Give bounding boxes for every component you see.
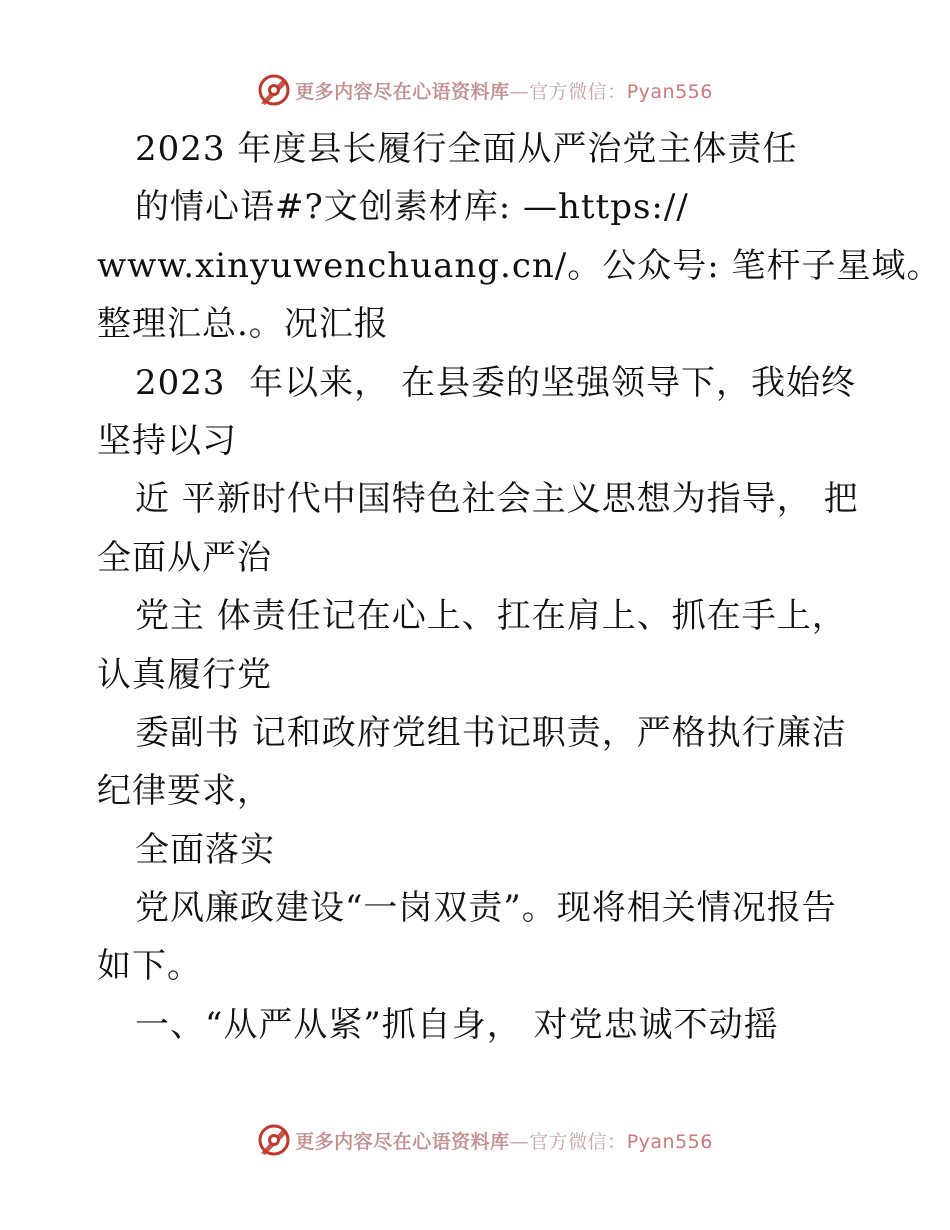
doc-title-line-4: 整理汇总.。况汇报 (97, 304, 389, 345)
footer-banner (0, 1120, 950, 1160)
paragraph-line: 近 平新时代中国特色社会主义思想为指导， 把 (135, 479, 859, 520)
banner-main-text: 更多内容尽在心语资料库 (295, 1130, 510, 1153)
banner-official-label: 官方微信： (529, 1130, 627, 1153)
paragraph-line: 全面从严治 (97, 537, 272, 578)
banner-wechat-id: Pyan556 (626, 1130, 713, 1153)
paragraph-line: 2023 年以来， 在县委的坚强领导下，我始终 (135, 362, 856, 403)
paragraph-line: 全面落实 (135, 829, 275, 870)
document-body (97, 120, 942, 1054)
paragraph-line: 认真履行党 (97, 654, 272, 695)
banner-wechat-id: Pyan556 (626, 80, 713, 103)
doc-title-line-3: www.xinyuwenchuang.cn/。公众号: 笔杆子星域。 (97, 245, 942, 286)
banner-dash: — (509, 80, 530, 103)
paragraph-line: 委副书 记和政府党组书记职责，严格执行廉洁 (135, 712, 847, 753)
banner-text (295, 77, 713, 104)
paragraph-line: 如下。 (97, 946, 202, 987)
banner-main-text: 更多内容尽在心语资料库 (295, 80, 510, 103)
paragraph-line: 坚持以习 (97, 420, 237, 461)
doc-title-line-2: 的情心语#?文创素材库: —https:// (135, 187, 689, 228)
paragraph-line: 党风廉政建设“一岗双责”。现将相关情况报告 (135, 888, 837, 929)
header-banner (0, 70, 950, 110)
paragraph-line: 纪律要求， (97, 771, 272, 812)
section-heading: 一、“从严从紧”抓自身， 对党忠诚不动摇 (135, 1004, 779, 1045)
banner-official-label: 官方微信： (529, 80, 627, 103)
banner-dash: — (509, 1130, 530, 1153)
pen-logo-icon (257, 73, 291, 107)
paragraph-line: 党主 体责任记在心上、扛在肩上、抓在手上， (135, 596, 847, 637)
doc-title-line-1: 2023 年度县长履行全面从严治党主体责任 (135, 129, 798, 169)
pen-logo-icon (257, 1123, 291, 1157)
banner-text (295, 1127, 713, 1154)
